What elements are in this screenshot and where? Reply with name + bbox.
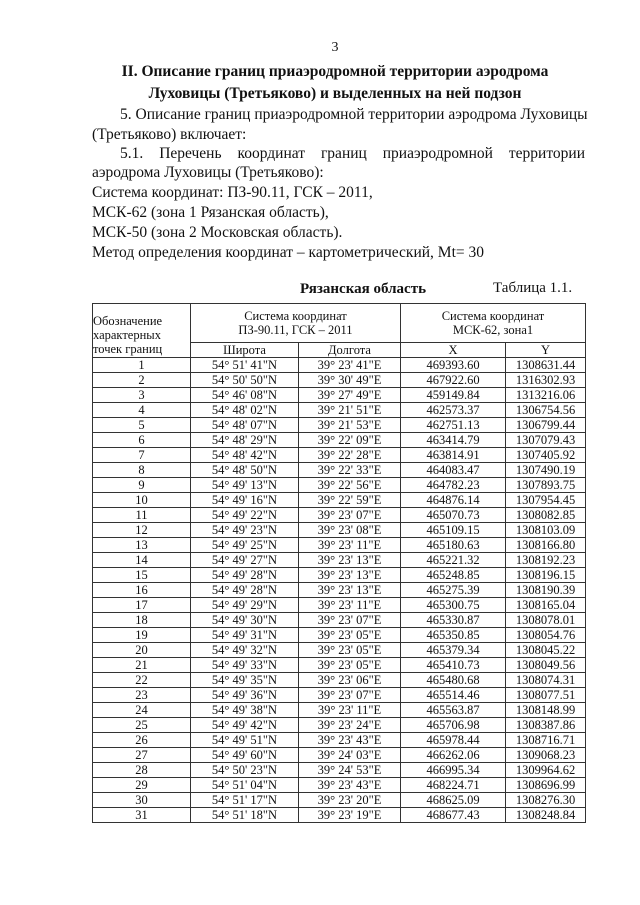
- header-text: Система координат: [244, 309, 347, 323]
- y-coord: 1308148.99: [506, 703, 586, 718]
- longitude: 39° 23' 05"E: [299, 628, 401, 643]
- longitude: 39° 23' 43"E: [299, 778, 401, 793]
- x-coord: 469393.60: [401, 358, 506, 373]
- region-heading: Рязанская область: [300, 281, 426, 297]
- longitude: 39° 30' 49"E: [299, 373, 401, 388]
- header-point: [93, 304, 191, 358]
- point-number: 23: [93, 688, 191, 703]
- point-number: 8: [93, 463, 191, 478]
- x-coord: 467922.60: [401, 373, 506, 388]
- y-coord: 1307405.92: [506, 448, 586, 463]
- coordinates-table: [92, 303, 586, 823]
- table-row: [93, 403, 586, 418]
- section-title-line-2: Луховицы (Третьяково) и выделенных на ней подзон: [148, 85, 522, 102]
- longitude: 39° 23' 13"E: [299, 553, 401, 568]
- coord-system-line: Система координат: ПЗ-90.11, ГСК – 2011,: [92, 184, 373, 201]
- y-coord: 1308696.99: [506, 778, 586, 793]
- y-coord: 1308045.22: [506, 643, 586, 658]
- y-coord: 1308074.31: [506, 673, 586, 688]
- longitude: 39° 23' 20"E: [299, 793, 401, 808]
- latitude: 54° 50' 23"N: [191, 763, 299, 778]
- word: Перечень: [159, 145, 222, 162]
- longitude: 39° 23' 41"E: [299, 358, 401, 373]
- x-coord: 462751.13: [401, 418, 506, 433]
- point-number: 17: [93, 598, 191, 613]
- x-coord: 465978.44: [401, 733, 506, 748]
- latitude: 54° 49' 28"N: [191, 568, 299, 583]
- x-coord: 466995.34: [401, 763, 506, 778]
- y-coord: 1308192.23: [506, 553, 586, 568]
- x-coord: 459149.84: [401, 388, 506, 403]
- point-number: 20: [93, 643, 191, 658]
- header-system-pz90: [191, 304, 401, 343]
- x-coord: 465330.87: [401, 613, 506, 628]
- table-row: [93, 598, 586, 613]
- longitude: 39° 27' 49"E: [299, 388, 401, 403]
- word: координат: [237, 145, 306, 162]
- y-coord: 1308716.71: [506, 733, 586, 748]
- table-row: [93, 808, 586, 823]
- header-system-msk62: [401, 304, 586, 343]
- longitude: 39° 23' 11"E: [299, 598, 401, 613]
- y-coord: 1308248.84: [506, 808, 586, 823]
- table-row: [93, 553, 586, 568]
- word: 5.1.: [120, 145, 144, 162]
- x-coord: 465109.15: [401, 523, 506, 538]
- x-coord: 465410.73: [401, 658, 506, 673]
- table-row: [93, 628, 586, 643]
- latitude: 54° 49' 51"N: [191, 733, 299, 748]
- longitude: 39° 23' 24"E: [299, 718, 401, 733]
- x-coord: 463414.79: [401, 433, 506, 448]
- point-number: 21: [93, 658, 191, 673]
- header-text: Система координат: [441, 309, 545, 323]
- table-row: [93, 673, 586, 688]
- longitude: 39° 23' 08"E: [299, 523, 401, 538]
- para5-line-1: 5. Описание границ приаэродромной территории аэродрома Луховицы: [120, 106, 588, 123]
- table-row: [93, 508, 586, 523]
- y-coord: 1308078.01: [506, 613, 586, 628]
- latitude: 54° 49' 42"N: [191, 718, 299, 733]
- header-text: МСК-62, зона1: [452, 323, 534, 337]
- y-coord: 1307079.43: [506, 433, 586, 448]
- table-row: [93, 793, 586, 808]
- latitude: 54° 49' 29"N: [191, 598, 299, 613]
- point-number: 18: [93, 613, 191, 628]
- point-number: 7: [93, 448, 191, 463]
- x-coord: 465248.85: [401, 568, 506, 583]
- x-coord: 465221.32: [401, 553, 506, 568]
- latitude: 54° 49' 16"N: [191, 493, 299, 508]
- latitude: 54° 49' 13"N: [191, 478, 299, 493]
- latitude: 54° 48' 29"N: [191, 433, 299, 448]
- y-coord: 1308103.09: [506, 523, 586, 538]
- x-coord: 466262.06: [401, 748, 506, 763]
- table-row: [93, 493, 586, 508]
- latitude: 54° 51' 17"N: [191, 793, 299, 808]
- table-row: [93, 583, 586, 598]
- longitude: 39° 24' 53"E: [299, 763, 401, 778]
- table-row: [93, 463, 586, 478]
- msk62-line: МСК-62 (зона 1 Рязанская область),: [92, 204, 329, 221]
- latitude: 54° 48' 02"N: [191, 403, 299, 418]
- longitude: 39° 22' 33"E: [299, 463, 401, 478]
- latitude: 54° 51' 41"N: [191, 358, 299, 373]
- longitude: 39° 21' 53"E: [299, 418, 401, 433]
- x-coord: 464876.14: [401, 493, 506, 508]
- y-coord: 1308077.51: [506, 688, 586, 703]
- x-coord: 465514.46: [401, 688, 506, 703]
- point-number: 22: [93, 673, 191, 688]
- page-number: 3: [331, 40, 339, 55]
- table-row: [93, 778, 586, 793]
- y-coord: 1307490.19: [506, 463, 586, 478]
- table-row: [93, 613, 586, 628]
- longitude: 39° 23' 11"E: [299, 703, 401, 718]
- x-coord: 465350.85: [401, 628, 506, 643]
- point-number: 26: [93, 733, 191, 748]
- word: приаэродромной: [382, 145, 493, 162]
- point-number: 13: [93, 538, 191, 553]
- table-row: [93, 748, 586, 763]
- point-number: 5: [93, 418, 191, 433]
- y-coord: 1309068.23: [506, 748, 586, 763]
- latitude: 54° 51' 04"N: [191, 778, 299, 793]
- latitude: 54° 49' 60"N: [191, 748, 299, 763]
- y-coord: 1308190.39: [506, 583, 586, 598]
- latitude: 54° 49' 32"N: [191, 643, 299, 658]
- longitude: 39° 23' 05"E: [299, 658, 401, 673]
- y-coord: 1307954.45: [506, 493, 586, 508]
- y-coord: 1306754.56: [506, 403, 586, 418]
- header-text: Обозначение: [93, 314, 163, 328]
- latitude: 54° 49' 31"N: [191, 628, 299, 643]
- table-row: [93, 538, 586, 553]
- latitude: 54° 49' 23"N: [191, 523, 299, 538]
- x-coord: 465706.98: [401, 718, 506, 733]
- table-row: [93, 568, 586, 583]
- table-row: [93, 658, 586, 673]
- table-row: [93, 478, 586, 493]
- header-y: Y: [506, 343, 586, 358]
- table-row: [93, 448, 586, 463]
- longitude: 39° 23' 43"E: [299, 733, 401, 748]
- header-text: характерных: [93, 328, 161, 342]
- header-lon: Долгота: [299, 343, 401, 358]
- point-number: 3: [93, 388, 191, 403]
- x-coord: 463814.91: [401, 448, 506, 463]
- longitude: 39° 24' 03"E: [299, 748, 401, 763]
- point-number: 24: [93, 703, 191, 718]
- latitude: 54° 50' 50"N: [191, 373, 299, 388]
- table-row: [93, 523, 586, 538]
- x-coord: 465180.63: [401, 538, 506, 553]
- y-coord: 1307893.75: [506, 478, 586, 493]
- point-number: 31: [93, 808, 191, 823]
- section-title-line-1: II. Описание границ приаэродромной территории аэродрома: [121, 63, 549, 80]
- y-coord: 1308387.86: [506, 718, 586, 733]
- method-line: Метод определения координат – картометрический, Mt= 30: [92, 244, 485, 261]
- point-number: 15: [93, 568, 191, 583]
- latitude: 54° 49' 27"N: [191, 553, 299, 568]
- table-row: [93, 733, 586, 748]
- longitude: 39° 23' 07"E: [299, 613, 401, 628]
- y-coord: 1308165.04: [506, 598, 586, 613]
- longitude: 39° 21' 51"E: [299, 403, 401, 418]
- table-row: [93, 433, 586, 448]
- latitude: 54° 49' 36"N: [191, 688, 299, 703]
- table-row: [93, 718, 586, 733]
- latitude: 54° 46' 08"N: [191, 388, 299, 403]
- header-x: X: [401, 343, 506, 358]
- latitude: 54° 49' 25"N: [191, 538, 299, 553]
- longitude: 39° 23' 13"E: [299, 583, 401, 598]
- latitude: 54° 49' 22"N: [191, 508, 299, 523]
- x-coord: 468224.71: [401, 778, 506, 793]
- word: территории: [508, 145, 585, 162]
- header-text: ПЗ-90.11, ГСК – 2011: [238, 323, 353, 337]
- point-number: 9: [93, 478, 191, 493]
- longitude: 39° 22' 56"E: [299, 478, 401, 493]
- point-number: 25: [93, 718, 191, 733]
- longitude: 39° 23' 11"E: [299, 538, 401, 553]
- table-row: [93, 373, 586, 388]
- y-coord: 1308049.56: [506, 658, 586, 673]
- table-row: [93, 703, 586, 718]
- y-coord: 1308166.80: [506, 538, 586, 553]
- table-row: [93, 358, 586, 373]
- y-coord: 1313216.06: [506, 388, 586, 403]
- longitude: 39° 23' 05"E: [299, 643, 401, 658]
- y-coord: 1308054.76: [506, 628, 586, 643]
- x-coord: 465563.87: [401, 703, 506, 718]
- point-number: 1: [93, 358, 191, 373]
- para5-line-2: (Третьяково) включает:: [92, 126, 247, 143]
- longitude: 39° 22' 09"E: [299, 433, 401, 448]
- point-number: 11: [93, 508, 191, 523]
- point-number: 28: [93, 763, 191, 778]
- longitude: 39° 22' 28"E: [299, 448, 401, 463]
- longitude: 39° 22' 59"E: [299, 493, 401, 508]
- table-label: Таблица 1.1.: [493, 280, 573, 296]
- x-coord: 465480.68: [401, 673, 506, 688]
- latitude: 54° 49' 33"N: [191, 658, 299, 673]
- latitude: 54° 49' 30"N: [191, 613, 299, 628]
- point-number: 27: [93, 748, 191, 763]
- x-coord: 465300.75: [401, 598, 506, 613]
- x-coord: 465070.73: [401, 508, 506, 523]
- point-number: 14: [93, 553, 191, 568]
- point-number: 29: [93, 778, 191, 793]
- latitude: 54° 48' 50"N: [191, 463, 299, 478]
- longitude: 39° 23' 13"E: [299, 568, 401, 583]
- x-coord: 462573.37: [401, 403, 506, 418]
- x-coord: 464782.23: [401, 478, 506, 493]
- latitude: 54° 51' 18"N: [191, 808, 299, 823]
- x-coord: 465275.39: [401, 583, 506, 598]
- longitude: 39° 23' 07"E: [299, 508, 401, 523]
- latitude: 54° 48' 07"N: [191, 418, 299, 433]
- longitude: 39° 23' 06"E: [299, 673, 401, 688]
- header-text: точек границ: [93, 342, 163, 356]
- point-number: 16: [93, 583, 191, 598]
- x-coord: 468677.43: [401, 808, 506, 823]
- table-row: [93, 418, 586, 433]
- y-coord: 1316302.93: [506, 373, 586, 388]
- header-lat: Широта: [191, 343, 299, 358]
- y-coord: 1308196.15: [506, 568, 586, 583]
- para51-line-2: аэродрома Луховицы (Третьяково):: [92, 164, 324, 181]
- point-number: 30: [93, 793, 191, 808]
- point-number: 19: [93, 628, 191, 643]
- point-number: 4: [93, 403, 191, 418]
- x-coord: 468625.09: [401, 793, 506, 808]
- table-row: [93, 688, 586, 703]
- x-coord: 464083.47: [401, 463, 506, 478]
- word: границ: [320, 145, 367, 162]
- table-row: [93, 643, 586, 658]
- point-number: 10: [93, 493, 191, 508]
- para51-line-1: [120, 145, 585, 163]
- point-number: 12: [93, 523, 191, 538]
- table-row: [93, 388, 586, 403]
- y-coord: 1308631.44: [506, 358, 586, 373]
- y-coord: 1306799.44: [506, 418, 586, 433]
- point-number: 6: [93, 433, 191, 448]
- point-number: 2: [93, 373, 191, 388]
- longitude: 39° 23' 07"E: [299, 688, 401, 703]
- latitude: 54° 48' 42"N: [191, 448, 299, 463]
- latitude: 54° 49' 28"N: [191, 583, 299, 598]
- longitude: 39° 23' 19"E: [299, 808, 401, 823]
- msk50-line: МСК-50 (зона 2 Московская область).: [92, 224, 343, 241]
- x-coord: 465379.34: [401, 643, 506, 658]
- table-row: [93, 763, 586, 778]
- y-coord: 1308276.30: [506, 793, 586, 808]
- latitude: 54° 49' 35"N: [191, 673, 299, 688]
- y-coord: 1308082.85: [506, 508, 586, 523]
- latitude: 54° 49' 38"N: [191, 703, 299, 718]
- y-coord: 1309964.62: [506, 763, 586, 778]
